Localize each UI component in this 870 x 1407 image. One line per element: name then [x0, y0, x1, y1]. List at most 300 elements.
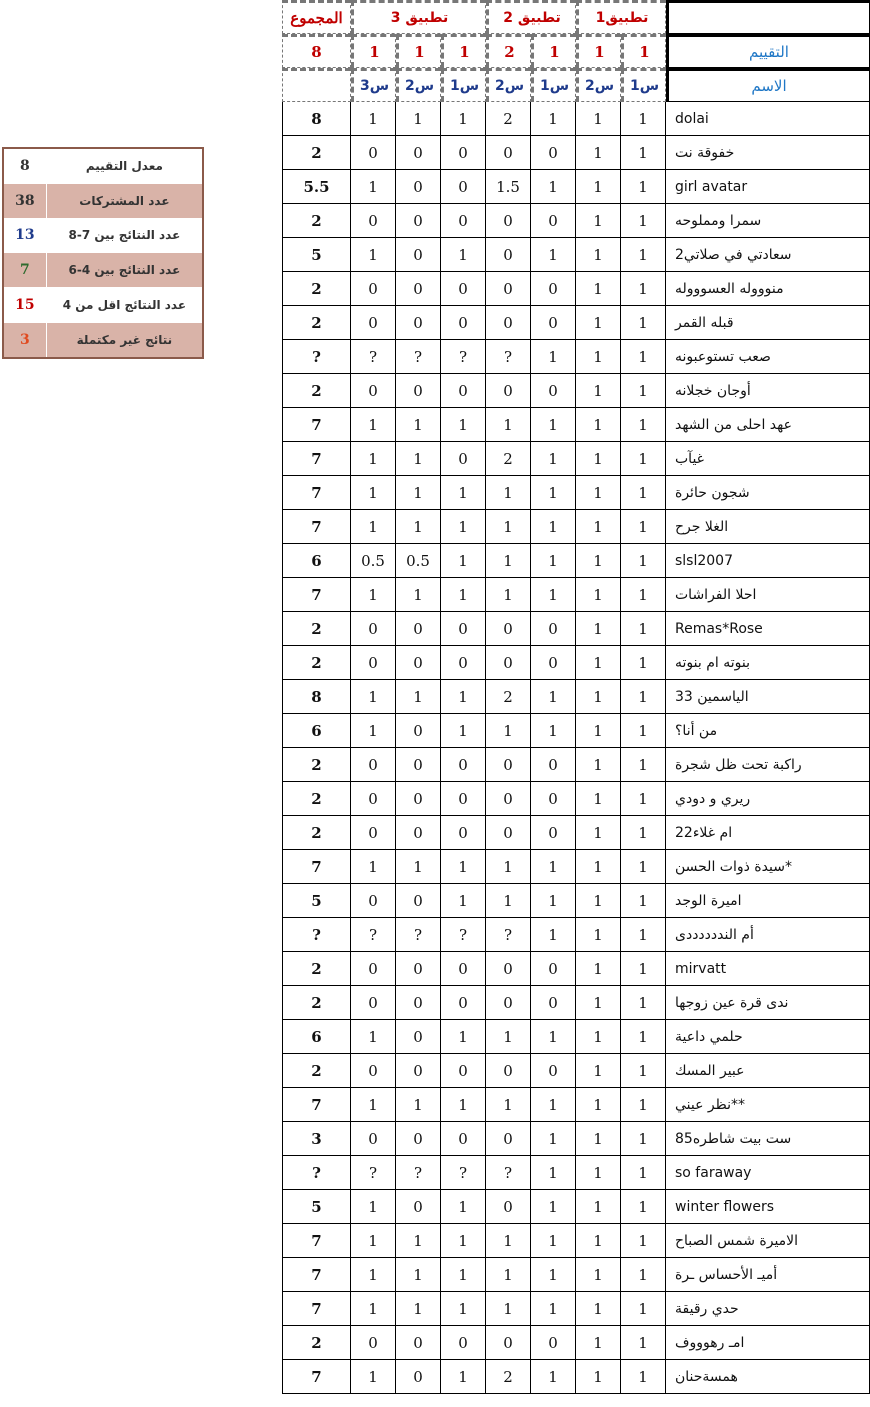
- score-cell: 0: [441, 1122, 486, 1156]
- table-row: [282, 612, 870, 646]
- score-cell: 1: [621, 1190, 666, 1224]
- score-cell: 0: [486, 612, 531, 646]
- score-cell: 1: [576, 816, 621, 850]
- summary-label: نتائج غير مكتملة: [76, 332, 173, 347]
- score-cell: 1: [531, 1292, 576, 1326]
- score-cell: 1: [621, 272, 666, 306]
- score-cell: 0: [351, 748, 396, 782]
- score-cell: 0: [441, 204, 486, 238]
- score-cell: 0: [486, 204, 531, 238]
- score-cell: 1: [576, 170, 621, 204]
- participant-name: girl avatar: [666, 170, 870, 204]
- summary-value: 15: [4, 288, 47, 322]
- row-total: 2: [282, 612, 351, 646]
- score-cell: 1: [531, 1088, 576, 1122]
- row-total: 2: [282, 272, 351, 306]
- score-cell: 0: [351, 952, 396, 986]
- score-cell: 1: [486, 714, 531, 748]
- score-cell: 0: [351, 272, 396, 306]
- table-row: [282, 986, 870, 1020]
- score-cell: 1: [621, 714, 666, 748]
- participant-name: winter flowers: [666, 1190, 870, 1224]
- score-cell: 1: [396, 408, 441, 442]
- score-cell: 0: [396, 782, 441, 816]
- table-row: [282, 204, 870, 238]
- score-cell: 1: [351, 1258, 396, 1292]
- table-row: [282, 510, 870, 544]
- table-row: [282, 1054, 870, 1088]
- score-cell: 0: [531, 612, 576, 646]
- row-total: 8: [282, 102, 351, 136]
- score-cell: 0: [396, 816, 441, 850]
- score-cell: 1: [531, 1360, 576, 1394]
- table-row: [282, 1190, 870, 1224]
- score-cell: 0.5: [351, 544, 396, 578]
- score-cell: ?: [396, 918, 441, 952]
- table-row: [282, 1360, 870, 1394]
- score-cell: 1: [441, 1292, 486, 1326]
- question-header: س1: [621, 68, 666, 102]
- score-cell: 1: [396, 1088, 441, 1122]
- participant-name: حدي رقيقة: [666, 1292, 870, 1326]
- score-cell: 0: [441, 170, 486, 204]
- score-cell: 1: [576, 612, 621, 646]
- score-cell: 1: [441, 884, 486, 918]
- score-cell: 1: [621, 1088, 666, 1122]
- score-cell: 1: [621, 408, 666, 442]
- score-cell: 1: [396, 1258, 441, 1292]
- score-cell: 1: [486, 408, 531, 442]
- score-cell: 1: [576, 1360, 621, 1394]
- summary-row: [4, 322, 202, 357]
- score-cell: 1: [441, 238, 486, 272]
- summary-label: معدل التقييم: [85, 158, 163, 173]
- score-cell: 0: [531, 204, 576, 238]
- participant-name: slsl2007: [666, 544, 870, 578]
- row-total: 2: [282, 1054, 351, 1088]
- score-cell: ?: [396, 340, 441, 374]
- score-cell: 1: [486, 1020, 531, 1054]
- score-cell: 1: [441, 850, 486, 884]
- score-cell: 0: [441, 306, 486, 340]
- table-row: [282, 408, 870, 442]
- score-cell: 1: [486, 850, 531, 884]
- score-cell: 0: [396, 1326, 441, 1360]
- table-row: [282, 918, 870, 952]
- score-cell: 1: [531, 1224, 576, 1258]
- participant-name: mirvatt: [666, 952, 870, 986]
- score-cell: 0: [486, 1122, 531, 1156]
- score-cell: 1: [621, 612, 666, 646]
- score-cell: 1: [531, 1190, 576, 1224]
- score-cell: 1: [621, 986, 666, 1020]
- score-cell: 0: [396, 1020, 441, 1054]
- row-total: 2: [282, 952, 351, 986]
- score-cell: 0: [441, 986, 486, 1020]
- row-total: 5: [282, 1190, 351, 1224]
- summary-label: عدد المشتركات: [79, 193, 170, 208]
- score-cell: 1: [576, 408, 621, 442]
- total-header: المجموع: [282, 0, 351, 34]
- score-cell: 0: [486, 816, 531, 850]
- weight-a3q1: 1: [441, 34, 486, 68]
- row-total: 7: [282, 442, 351, 476]
- score-cell: 1: [486, 884, 531, 918]
- score-cell: 0: [351, 136, 396, 170]
- participant-name: أم النددددددى: [666, 918, 870, 952]
- score-cell: 0: [441, 1054, 486, 1088]
- score-cell: 1: [441, 1360, 486, 1394]
- score-cell: 1: [441, 680, 486, 714]
- score-cell: ?: [351, 1156, 396, 1190]
- row-total: 2: [282, 782, 351, 816]
- weight-a1q1: 1: [621, 34, 666, 68]
- score-cell: 1: [396, 442, 441, 476]
- row-total: 2: [282, 816, 351, 850]
- table-row: [282, 1020, 870, 1054]
- score-cell: 1: [351, 408, 396, 442]
- score-cell: 0: [396, 714, 441, 748]
- score-cell: 1: [351, 1190, 396, 1224]
- score-cell: 0: [531, 1054, 576, 1088]
- score-cell: 1: [396, 476, 441, 510]
- table-row: [282, 646, 870, 680]
- score-cell: 1.5: [486, 170, 531, 204]
- score-cell: 1: [441, 510, 486, 544]
- score-cell: 0: [486, 782, 531, 816]
- table-row: [282, 1326, 870, 1360]
- score-cell: 1: [621, 1156, 666, 1190]
- question-header: س2: [396, 68, 441, 102]
- score-cell: 0: [351, 1122, 396, 1156]
- score-cell: 1: [486, 510, 531, 544]
- score-cell: 1: [621, 238, 666, 272]
- table-row: [282, 850, 870, 884]
- score-cell: 0: [396, 374, 441, 408]
- score-cell: 0: [351, 884, 396, 918]
- score-cell: 1: [531, 408, 576, 442]
- weight-total: 8: [282, 34, 351, 68]
- score-cell: 1: [531, 1020, 576, 1054]
- weight-a3q2: 1: [396, 34, 441, 68]
- question-header: س1: [531, 68, 576, 102]
- row-total: ?: [282, 1156, 351, 1190]
- score-cell: 0: [486, 986, 531, 1020]
- score-cell: 0: [396, 1360, 441, 1394]
- participant-name: أميـ الأحساس ـرة: [666, 1258, 870, 1292]
- row-total: 6: [282, 544, 351, 578]
- score-cell: 0: [351, 1054, 396, 1088]
- score-cell: 1: [576, 714, 621, 748]
- score-cell: 1: [351, 476, 396, 510]
- table-row: [282, 544, 870, 578]
- score-cell: 1: [576, 782, 621, 816]
- row-total: 7: [282, 1088, 351, 1122]
- score-cell: 1: [351, 238, 396, 272]
- score-cell: 1: [576, 136, 621, 170]
- header-row-apps: [282, 0, 870, 34]
- participant-name: من أنا؟: [666, 714, 870, 748]
- score-cell: 1: [576, 1292, 621, 1326]
- score-cell: 0: [441, 136, 486, 170]
- score-cell: 1: [576, 1088, 621, 1122]
- row-total: 2: [282, 1326, 351, 1360]
- weight-a3q3: 1: [351, 34, 396, 68]
- score-cell: 1: [576, 1258, 621, 1292]
- row-total: 7: [282, 578, 351, 612]
- score-cell: 0: [351, 646, 396, 680]
- participant-name: احلا الفراشات: [666, 578, 870, 612]
- table-row: [282, 816, 870, 850]
- summary-label: عدد النتائج بين 4-6: [68, 263, 181, 278]
- score-cell: 1: [576, 646, 621, 680]
- score-cell: 1: [351, 102, 396, 136]
- participant-name: الاميرة شمس الصباح: [666, 1224, 870, 1258]
- score-cell: 1: [576, 986, 621, 1020]
- summary-label: عدد النتائج بين 7-8: [68, 228, 181, 243]
- score-cell: 1: [576, 102, 621, 136]
- row-total: 5: [282, 884, 351, 918]
- score-cell: 1: [576, 952, 621, 986]
- score-cell: 1: [441, 102, 486, 136]
- table-row: [282, 476, 870, 510]
- summary-row: [4, 287, 202, 322]
- score-cell: 1: [531, 102, 576, 136]
- score-cell: ?: [486, 1156, 531, 1190]
- score-cell: 1: [576, 204, 621, 238]
- score-cell: 1: [486, 1224, 531, 1258]
- score-cell: 0.5: [396, 544, 441, 578]
- participant-name: راكبة تحت ظل شجرة: [666, 748, 870, 782]
- score-cell: 1: [531, 442, 576, 476]
- score-cell: 1: [531, 340, 576, 374]
- question-total-blank: [282, 68, 351, 102]
- score-cell: 0: [441, 952, 486, 986]
- row-total: 2: [282, 136, 351, 170]
- score-cell: 0: [441, 374, 486, 408]
- score-cell: 0: [351, 374, 396, 408]
- score-cell: 1: [576, 1326, 621, 1360]
- score-cell: 1: [621, 1258, 666, 1292]
- header-row-weights: [282, 34, 870, 68]
- score-cell: 1: [351, 1088, 396, 1122]
- score-cell: 0: [396, 1122, 441, 1156]
- score-cell: 0: [531, 374, 576, 408]
- score-cell: 0: [441, 1326, 486, 1360]
- table-row: [282, 1224, 870, 1258]
- score-cell: 0: [396, 1190, 441, 1224]
- score-cell: 1: [531, 850, 576, 884]
- score-cell: 1: [621, 884, 666, 918]
- score-cell: 0: [396, 646, 441, 680]
- score-cell: 1: [441, 1258, 486, 1292]
- participant-name: شجون حائرة: [666, 476, 870, 510]
- score-cell: 0: [441, 646, 486, 680]
- score-cell: 1: [621, 748, 666, 782]
- score-cell: 0: [486, 238, 531, 272]
- score-cell: 1: [621, 340, 666, 374]
- score-cell: 1: [621, 102, 666, 136]
- score-cell: 1: [531, 170, 576, 204]
- score-cell: 1: [441, 408, 486, 442]
- participant-name: نظر عيني**: [666, 1088, 870, 1122]
- score-cell: 1: [576, 680, 621, 714]
- score-cell: 1: [486, 476, 531, 510]
- row-total: 5.5: [282, 170, 351, 204]
- summary-row: [4, 218, 202, 253]
- score-cell: 1: [621, 204, 666, 238]
- participant-name: سيدة ذوات الحسن*: [666, 850, 870, 884]
- score-cell: 0: [351, 816, 396, 850]
- score-cell: ?: [486, 340, 531, 374]
- score-cell: 1: [621, 782, 666, 816]
- score-cell: 1: [486, 1258, 531, 1292]
- participant-name: dolai: [666, 102, 870, 136]
- score-cell: 1: [441, 476, 486, 510]
- participant-name: غيآب: [666, 442, 870, 476]
- row-total: 7: [282, 408, 351, 442]
- participant-name: همسةحنان: [666, 1360, 870, 1394]
- score-cell: 1: [576, 306, 621, 340]
- row-total: 2: [282, 374, 351, 408]
- score-cell: 1: [351, 510, 396, 544]
- score-cell: 1: [576, 1054, 621, 1088]
- row-total: 2: [282, 986, 351, 1020]
- row-total: 8: [282, 680, 351, 714]
- score-cell: 1: [441, 1224, 486, 1258]
- score-cell: 1: [621, 170, 666, 204]
- table-row: [282, 272, 870, 306]
- score-cell: 1: [531, 1122, 576, 1156]
- score-cell: 1: [531, 1156, 576, 1190]
- score-cell: 0: [531, 1326, 576, 1360]
- score-cell: 0: [441, 272, 486, 306]
- score-cell: 0: [441, 612, 486, 646]
- table-row: [282, 442, 870, 476]
- app3-header: تطبيق 3: [351, 0, 486, 34]
- score-cell: 1: [621, 1224, 666, 1258]
- score-cell: 1: [531, 714, 576, 748]
- score-cell: 0: [531, 272, 576, 306]
- score-cell: 1: [531, 680, 576, 714]
- row-total: 3: [282, 1122, 351, 1156]
- score-cell: ?: [486, 918, 531, 952]
- score-cell: 0: [441, 442, 486, 476]
- score-cell: 1: [486, 544, 531, 578]
- table-row: [282, 170, 870, 204]
- name-label: الاسم: [666, 68, 870, 102]
- question-header: س3: [351, 68, 396, 102]
- table-row: [282, 884, 870, 918]
- score-cell: 1: [531, 884, 576, 918]
- score-cell: 1: [576, 748, 621, 782]
- score-cell: 1: [621, 544, 666, 578]
- score-cell: 1: [576, 476, 621, 510]
- score-cell: 0: [531, 986, 576, 1020]
- summary-row: [4, 252, 202, 287]
- score-cell: 1: [531, 238, 576, 272]
- participant-name: عهد احلى من الشهد: [666, 408, 870, 442]
- score-cell: ?: [351, 918, 396, 952]
- score-cell: 0: [441, 782, 486, 816]
- score-cell: 1: [576, 340, 621, 374]
- score-cell: 0: [441, 748, 486, 782]
- score-cell: 1: [576, 1020, 621, 1054]
- score-cell: 0: [396, 884, 441, 918]
- score-cell: 1: [486, 578, 531, 612]
- summary-label: عدد النتائج اقل من 4: [62, 298, 187, 313]
- score-cell: 0: [351, 306, 396, 340]
- table-row: [282, 748, 870, 782]
- score-cell: 1: [351, 850, 396, 884]
- table-row: [282, 1292, 870, 1326]
- score-cell: 0: [396, 170, 441, 204]
- score-cell: 0: [351, 612, 396, 646]
- row-total: 7: [282, 476, 351, 510]
- app2-header: تطبيق 2: [486, 0, 576, 34]
- header-row-questions: [282, 68, 870, 102]
- weight-a2q2: 2: [486, 34, 531, 68]
- table-row: [282, 1156, 870, 1190]
- score-cell: 0: [531, 748, 576, 782]
- score-cell: 0: [396, 204, 441, 238]
- row-total: 7: [282, 1292, 351, 1326]
- score-cell: 1: [621, 1020, 666, 1054]
- score-cell: ?: [351, 340, 396, 374]
- table-row: [282, 952, 870, 986]
- score-cell: 0: [531, 782, 576, 816]
- score-cell: 0: [486, 374, 531, 408]
- score-cell: 0: [531, 646, 576, 680]
- score-cell: 0: [486, 306, 531, 340]
- score-cell: 1: [531, 1258, 576, 1292]
- summary-value: 38: [4, 184, 47, 218]
- score-cell: 1: [576, 918, 621, 952]
- score-cell: 1: [621, 578, 666, 612]
- score-cell: 0: [486, 136, 531, 170]
- participant-name: أوجان خجلانه: [666, 374, 870, 408]
- score-cell: 1: [351, 1292, 396, 1326]
- row-total: 2: [282, 748, 351, 782]
- score-cell: 0: [351, 204, 396, 238]
- participant-name: امـ رهوووف: [666, 1326, 870, 1360]
- score-cell: 1: [396, 578, 441, 612]
- table-row: [282, 1258, 870, 1292]
- score-cell: 0: [486, 646, 531, 680]
- row-total: 7: [282, 1360, 351, 1394]
- question-header: س2: [486, 68, 531, 102]
- score-cell: 0: [351, 1326, 396, 1360]
- score-cell: 1: [441, 714, 486, 748]
- score-cell: 1: [396, 850, 441, 884]
- score-cell: 0: [351, 782, 396, 816]
- score-cell: 1: [621, 306, 666, 340]
- participant-name: حلمي داعية: [666, 1020, 870, 1054]
- score-cell: 1: [576, 1224, 621, 1258]
- score-cell: 1: [576, 374, 621, 408]
- score-cell: 1: [576, 272, 621, 306]
- row-total: 2: [282, 204, 351, 238]
- score-cell: 2: [486, 442, 531, 476]
- table-row: [282, 238, 870, 272]
- score-cell: 1: [396, 1292, 441, 1326]
- participant-name: ست بيت شاطره85: [666, 1122, 870, 1156]
- participant-name: so faraway: [666, 1156, 870, 1190]
- score-cell: 1: [621, 816, 666, 850]
- participant-name: عبير المسك: [666, 1054, 870, 1088]
- participant-name: سمرا ومملوحه: [666, 204, 870, 238]
- score-cell: 2: [486, 680, 531, 714]
